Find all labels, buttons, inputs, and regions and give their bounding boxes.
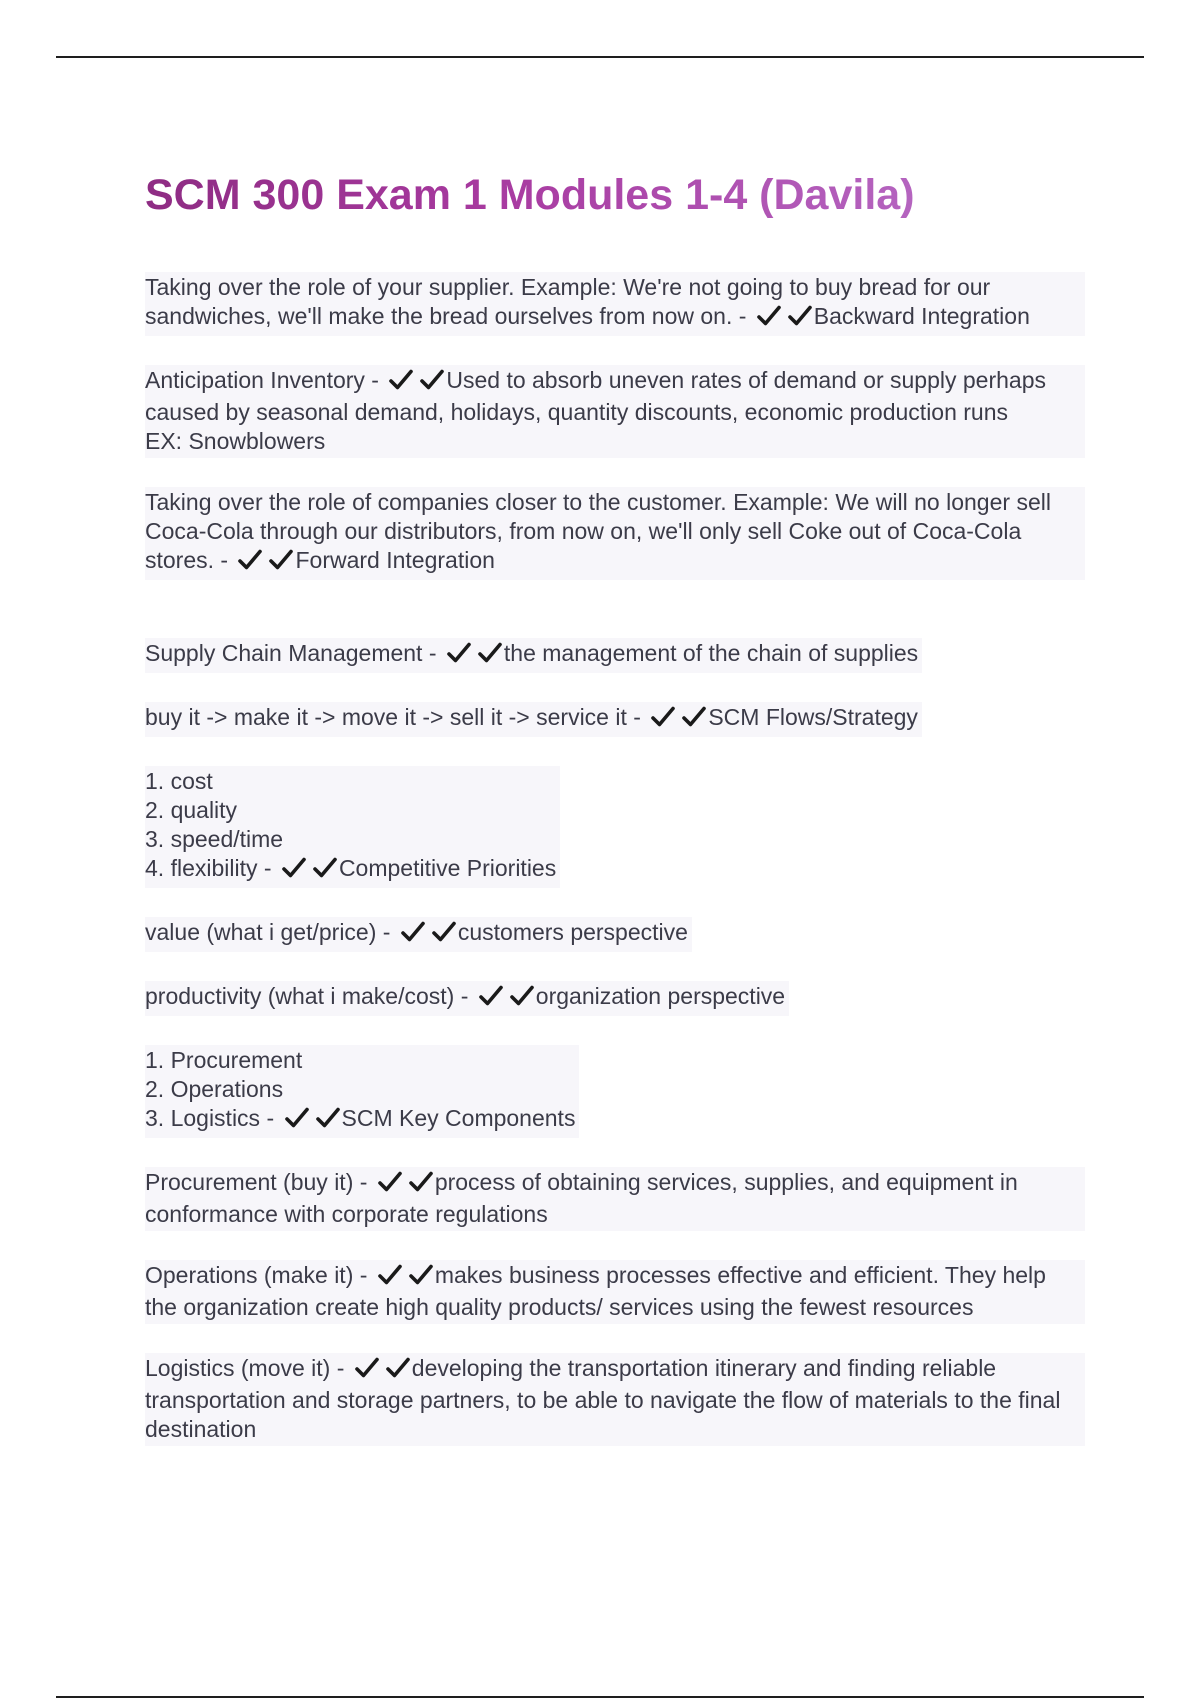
separator: -	[626, 703, 648, 730]
separator: -	[364, 366, 386, 393]
bottom-rule	[56, 1696, 1144, 1698]
flashcard-answer: the management of the chain of supplies	[503, 639, 919, 666]
separator: -	[422, 639, 443, 666]
flashcard-term: Taking over the role of your supplier. Example: We're not going to buy bread for our sandwiches, we'll make the bread ourselves from now on.	[145, 273, 991, 329]
flashcard	[145, 702, 922, 737]
separator: -	[732, 302, 753, 329]
flashcard	[145, 365, 1085, 458]
flashcard-term: Logistics (move it)	[145, 1354, 331, 1381]
separator: -	[353, 1168, 374, 1195]
double-check-icon	[285, 1107, 340, 1136]
flashcard-term: 1. Procurement 2. Operations 3. Logistics	[145, 1046, 303, 1131]
flashcard-term: value (what i get/price)	[145, 918, 377, 945]
flashcard	[145, 1260, 1085, 1324]
flashcard-term: buy it -> make it -> move it -> sell it -> service it	[145, 703, 627, 730]
top-rule	[56, 56, 1144, 58]
flashcard-answer: developing the transportation itinerary and finding reliable transportation and storage partners, to be able to navigate the flow of materials to the final destination	[145, 1354, 1061, 1442]
flashcard-term: 1. cost 2. quality 3. speed/time 4. flexibility	[145, 767, 284, 881]
flashcard-answer: customers perspective	[457, 918, 688, 945]
flashcard	[145, 1045, 579, 1138]
flashcard	[145, 1167, 1085, 1231]
double-check-icon	[757, 305, 812, 334]
double-check-icon	[389, 369, 444, 398]
double-check-icon	[378, 1171, 433, 1200]
double-check-icon	[282, 857, 337, 886]
flashcard	[145, 638, 922, 673]
flashcard-answer: Competitive Priorities	[338, 854, 557, 881]
flashcard	[145, 766, 560, 888]
double-check-icon	[378, 1264, 433, 1293]
separator: -	[257, 854, 278, 881]
flashcard-term: Operations (make it)	[145, 1261, 354, 1288]
separator: -	[376, 918, 397, 945]
double-check-icon	[651, 706, 706, 735]
flashcard-answer: SCM Flows/Strategy	[708, 703, 918, 730]
document-title: SCM 300 Exam 1 Modules 1-4 (Davila)	[145, 168, 921, 224]
flashcard	[145, 917, 692, 952]
separator: -	[214, 546, 235, 573]
separator: -	[454, 982, 475, 1009]
flashcard	[145, 272, 1085, 336]
double-check-icon	[238, 549, 293, 578]
flashcard-answer: SCM Key Components	[341, 1104, 576, 1131]
flashcard-list	[145, 272, 1105, 1446]
flashcard-answer: Used to absorb uneven rates of demand or supply perhaps caused by seasonal demand, holidays, quantity discounts, economic production runs EX: Snowblowers	[145, 366, 1047, 454]
flashcard-term: Procurement (buy it)	[145, 1168, 354, 1195]
flashcard-term: Anticipation Inventory	[145, 366, 365, 393]
separator: -	[260, 1104, 281, 1131]
double-check-icon	[355, 1357, 410, 1386]
flashcard	[145, 487, 1085, 580]
flashcard-answer: Backward Integration	[813, 302, 1030, 329]
flashcard-term: Supply Chain Management	[145, 639, 423, 666]
flashcard-term: Taking over the role of companies closer to the customer. Example: We will no longer sell Coca-Cola through our distributors, from now on, we'll only sell Coke out of Coca-Cola stores.	[145, 488, 1051, 573]
double-check-icon	[447, 642, 502, 671]
flashcard	[145, 1353, 1085, 1446]
flashcard-answer: organization perspective	[535, 982, 786, 1009]
flashcard-answer: makes business processes effective and efficient. They help the organization create high quality products/ services using the fewest resources	[145, 1261, 1046, 1320]
double-check-icon	[479, 985, 534, 1014]
double-check-icon	[401, 921, 456, 950]
separator: -	[330, 1354, 351, 1381]
flashcard-term: productivity (what i make/cost)	[145, 982, 455, 1009]
separator: -	[353, 1261, 374, 1288]
document-body	[145, 168, 1105, 1475]
flashcard	[145, 981, 789, 1016]
flashcard-answer: process of obtaining services, supplies, and equipment in conformance with corporate regulations	[145, 1168, 1018, 1227]
flashcard-answer: Forward Integration	[295, 546, 495, 573]
